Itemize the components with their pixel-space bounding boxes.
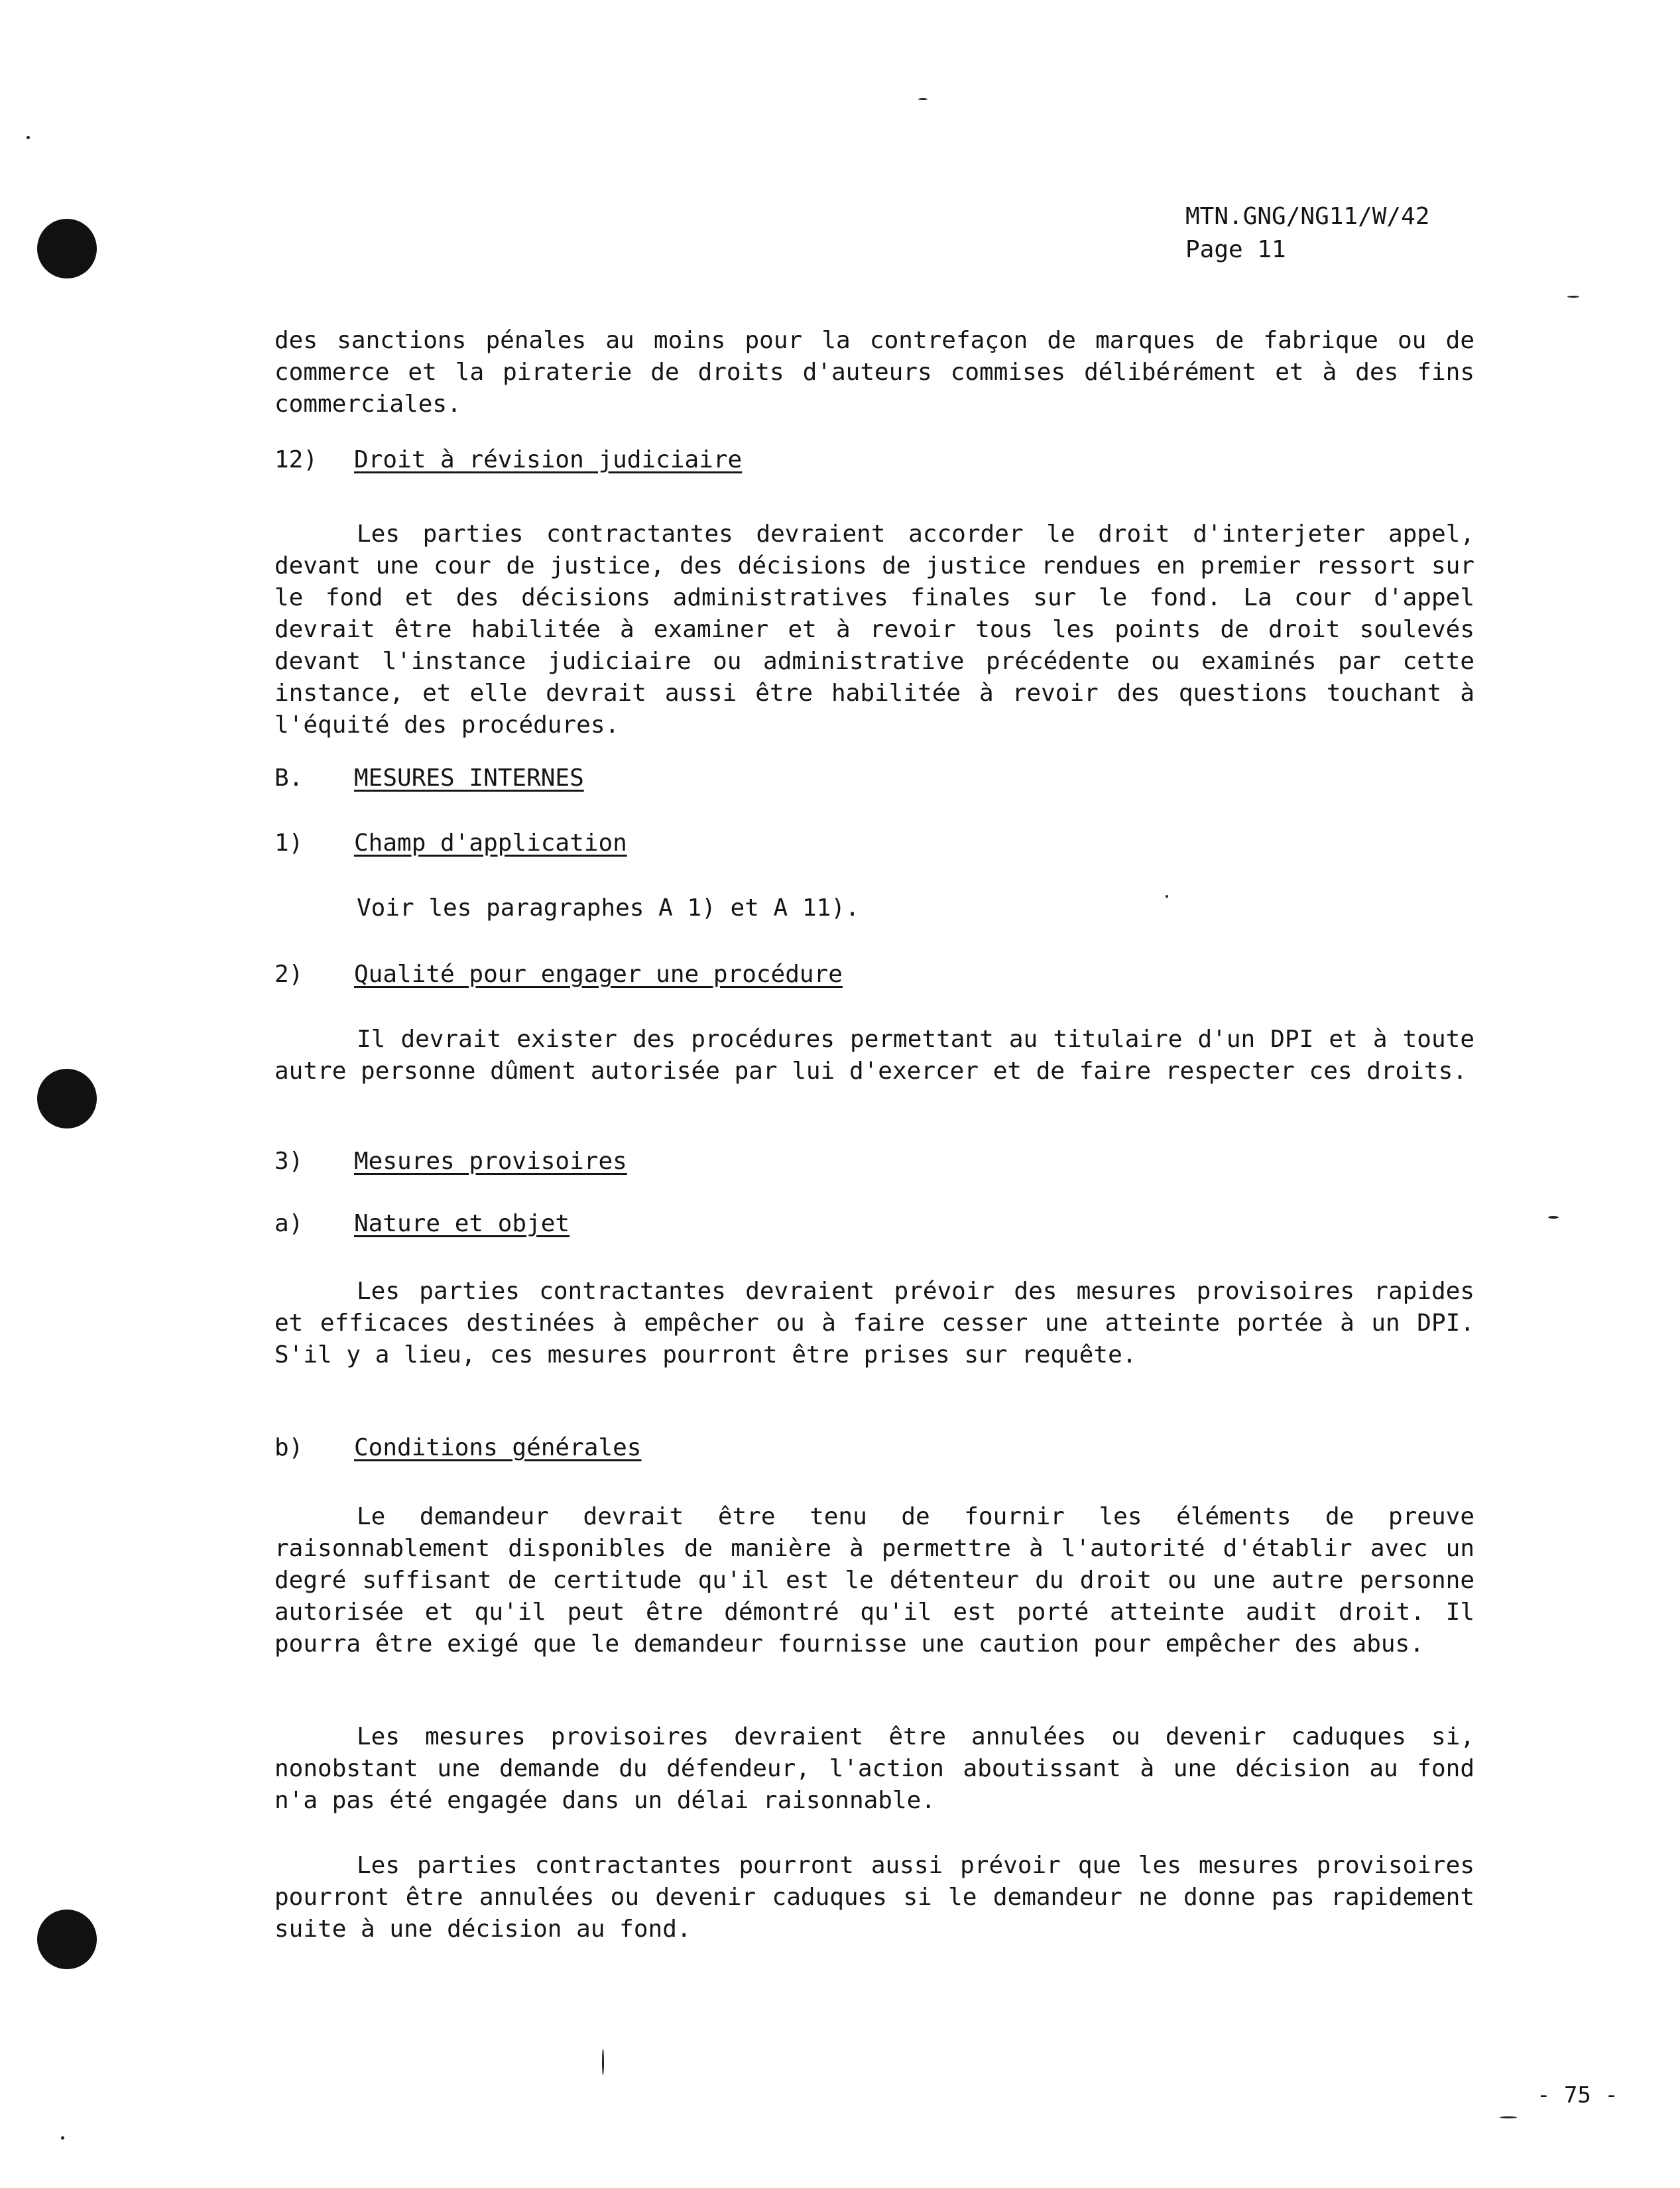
section-number: B. — [274, 764, 304, 792]
section-12-paragraph: Les parties contractantes devraient accorder le droit d'interjeter appel, devant une cour de justice, des décisions de justice rendues en premier ressort sur le fond et des décisions administratives finales sur le fond. La cour d'appel devrait être habilitée à examiner et à revoir tous les points de droit soulevés devant l'instance judiciaire ou administrative précédente ou examinés par cette instance, et elle devrait aussi être habilitée à revoir des questions touchant à l'équité des procédures. — [274, 520, 1474, 739]
scan-speck — [1500, 2116, 1517, 2118]
scan-speck — [61, 2136, 64, 2140]
footer-page-number: - 75 - — [1537, 2082, 1618, 2108]
scan-speck — [1567, 296, 1579, 298]
section-number: 2) — [274, 961, 304, 988]
section-number: 12) — [274, 446, 318, 473]
scan-speck — [1166, 895, 1168, 898]
intro-paragraph: des sanctions pénales au moins pour la contrefaçon de marques de fabrique ou de commerce et la piraterie de droits d'auteurs commises délibérément et à des fins commerciales. — [274, 327, 1474, 418]
section-number: a) — [274, 1210, 304, 1237]
scan-speck — [1548, 1216, 1559, 1219]
punch-hole-middle — [37, 1069, 97, 1128]
section-b2-heading — [274, 959, 843, 991]
section-title: Droit à révision judiciaire — [354, 446, 743, 473]
section-b3a-heading — [274, 1208, 570, 1240]
section-number: b) — [274, 1434, 304, 1461]
punch-hole-top — [37, 219, 97, 278]
section-b3b-heading — [274, 1432, 641, 1464]
punch-hole-bottom — [37, 1910, 97, 1969]
scan-speck — [602, 2049, 604, 2075]
section-b2-paragraph: Il devrait exister des procédures permettant au titulaire d'un DPI et à toute autre personne dûment autorisée par lui d'exercer et de faire respecter ces droits. — [274, 1026, 1474, 1085]
page-label: Page 11 — [1185, 236, 1286, 263]
section-12-heading — [274, 444, 742, 476]
section-title: Champ d'application — [354, 829, 627, 857]
scan-speck — [27, 136, 30, 139]
section-title: Conditions générales — [354, 1434, 642, 1461]
section-title: Qualité pour engager une procédure — [354, 961, 843, 988]
section-b3b-paragraph-3: Les parties contractantes pourront aussi prévoir que les mesures provisoires pourront être annulées ou devenir caduques si le demandeur ne donne pas rapidement suite à une décision au fond. — [274, 1852, 1474, 1943]
section-title: MESURES INTERNES — [354, 764, 584, 792]
document-header — [1185, 200, 1429, 267]
section-b1-text: Voir les paragraphes A 1) et A 11). — [357, 894, 860, 922]
section-b3-heading — [274, 1146, 627, 1178]
section-b1-heading — [274, 827, 627, 859]
section-number: 3) — [274, 1148, 304, 1175]
section-b-heading — [274, 762, 584, 794]
section-b3b-paragraph-1: Le demandeur devrait être tenu de fournir les éléments de preuve raisonnablement disponibles de manière à permettre à l'autorité d'établir avec un degré suffisant de certitude qu'il est le détenteur du droit ou une autre personne autorisée et qu'il peut être démontré qu'il est porté atteinte audit droit. Il pourra être exigé que le demandeur fournisse une caution pour empêcher des abus. — [274, 1503, 1474, 1658]
document-reference: MTN.GNG/NG11/W/42 — [1185, 203, 1430, 230]
section-number: 1) — [274, 829, 304, 857]
section-title: Nature et objet — [354, 1210, 570, 1237]
section-b3a-paragraph: Les parties contractantes devraient prévoir des mesures provisoires rapides et efficaces destinées à empêcher ou à faire cesser une atteinte portée à un DPI. S'il y a lieu, ces mesures pourront être prises sur requête. — [274, 1278, 1474, 1368]
scan-speck — [918, 98, 928, 100]
section-title: Mesures provisoires — [354, 1148, 627, 1175]
section-b3b-paragraph-2: Les mesures provisoires devraient être annulées ou devenir caduques si, nonobstant une demande du défendeur, l'action aboutissant à une décision au fond n'a pas été engagée dans un délai raisonnable. — [274, 1723, 1474, 1814]
